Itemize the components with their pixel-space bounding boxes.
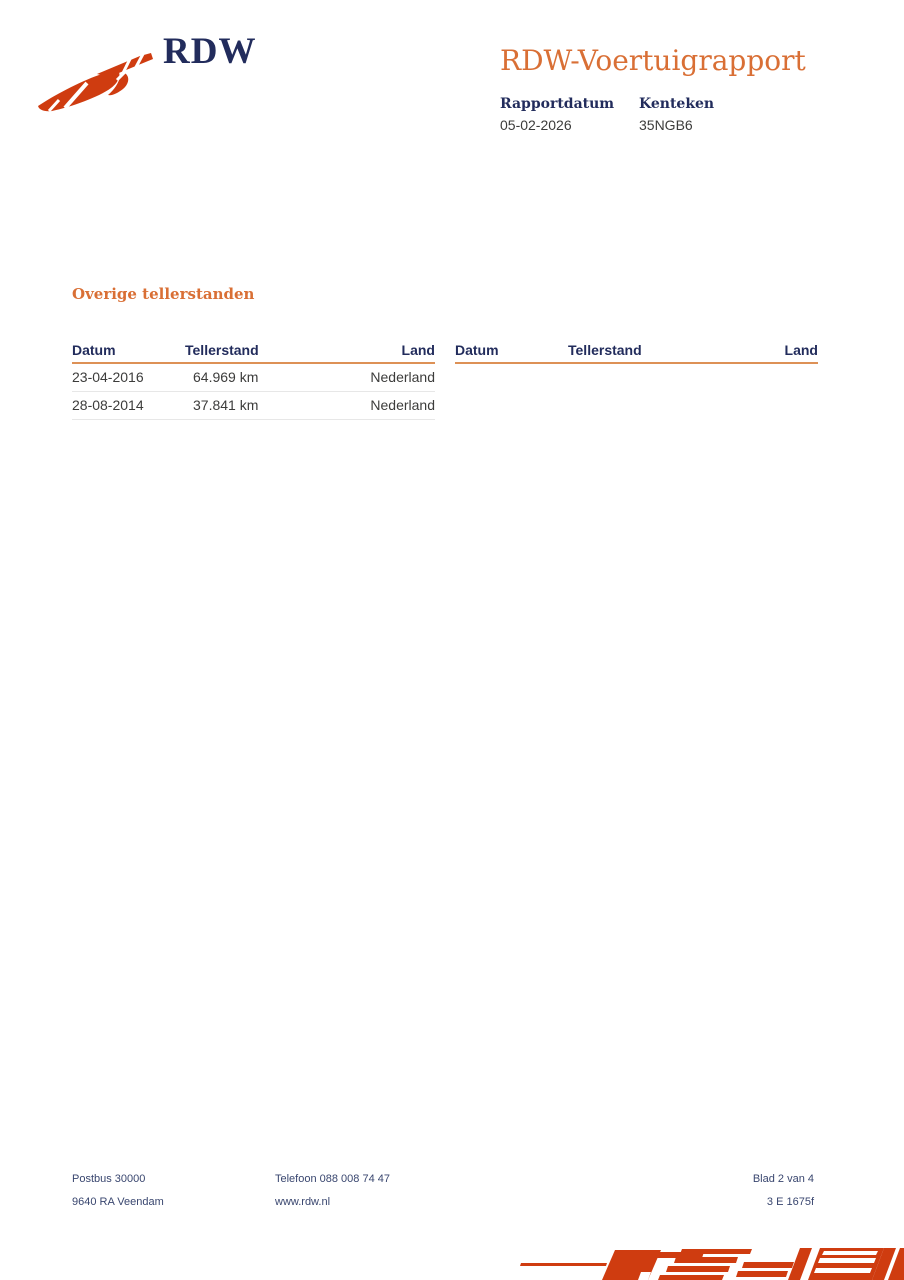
table-row	[72, 392, 435, 420]
odometer-table-right	[455, 342, 818, 420]
table-header-row	[455, 342, 818, 364]
license-plate-block	[639, 96, 714, 133]
report-date-block	[500, 96, 614, 133]
license-plate-label: Kenteken	[639, 96, 715, 112]
table-header-row	[72, 342, 435, 364]
footer-address-line2: 9640 RA Veendam	[72, 1196, 164, 1208]
report-title: RDW-Voertuigrapport	[500, 44, 806, 77]
rdw-logo-text: RDW	[163, 31, 257, 72]
column-header-datum: Datum	[72, 342, 116, 358]
column-header-tellerstand: Tellerstand	[185, 342, 259, 358]
column-header-land: Land	[401, 342, 435, 358]
cell-datum: 28-08-2014	[72, 397, 144, 413]
footer-website: www.rdw.nl	[275, 1196, 331, 1208]
cell-land: Nederland	[370, 397, 435, 413]
cell-tellerstand: 64.969 km	[193, 369, 259, 385]
footer-phone: Telefoon 088 008 74 47	[275, 1173, 390, 1185]
column-header-datum: Datum	[455, 342, 499, 358]
odometer-table-left	[72, 342, 435, 420]
footer-address-line1: Postbus 30000	[72, 1173, 146, 1185]
cell-land: Nederland	[370, 369, 435, 385]
footer-form-code: 3 E 1675f	[766, 1196, 814, 1208]
cell-tellerstand: 37.841 km	[193, 397, 259, 413]
footer-page-indicator: Blad 2 van 4	[752, 1173, 814, 1185]
rdw-flame-icon	[35, 52, 153, 112]
cell-datum: 23-04-2016	[72, 369, 144, 385]
column-header-land: Land	[784, 342, 818, 358]
report-date-label: Rapportdatum	[500, 96, 615, 112]
license-plate-value: 35NGB6	[639, 117, 693, 133]
odometer-tables	[72, 342, 818, 420]
footer-deco-stripes-icon	[520, 1246, 904, 1280]
column-header-tellerstand: Tellerstand	[568, 342, 642, 358]
section-title-overige-tellerstanden: Overige tellerstanden	[72, 285, 255, 303]
report-date-value: 05-02-2026	[500, 117, 572, 133]
table-row	[72, 364, 435, 392]
